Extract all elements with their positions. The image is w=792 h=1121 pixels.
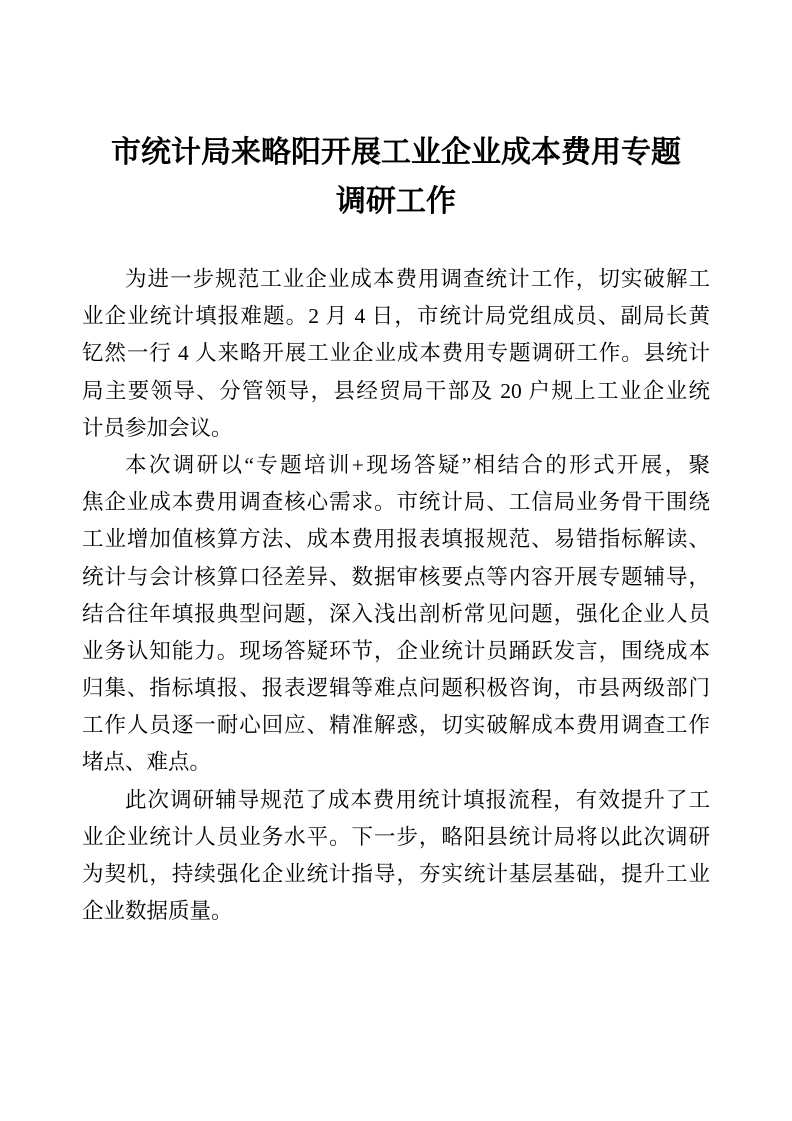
text-line: 统计与会计核算口径差异、数据审核要点等内容开展专题辅导， — [82, 564, 710, 589]
paragraph — [82, 782, 710, 931]
text-line: 业务认知能力。现场答疑环节，企业统计员踊跃发言，围绕成本 — [82, 638, 710, 663]
text-line: 焦企业成本费用调查核心需求。市统计局、工信局业务骨干围绕 — [82, 490, 710, 515]
paragraph — [82, 261, 710, 447]
text-line: 堵点、难点。 — [82, 750, 212, 775]
text-line: 工作人员逐一耐心回应、精准解惑，切实破解成本费用调查工作 — [82, 713, 710, 738]
text-line: 业企业统计填报难题。2 月 4 日，市统计局党组成员、副局长黄 — [82, 304, 710, 329]
paragraph — [82, 447, 710, 782]
text-line: 企业数据质量。 — [82, 899, 233, 924]
document-body — [82, 261, 710, 930]
text-line: 归集、指标填报、报表逻辑等难点问题积极咨询，市县两级部门 — [82, 676, 710, 701]
text-line: 计员参加会议。 — [82, 415, 233, 440]
text-line: 本次调研以“专题培训+现场答疑”相结合的形式开展，聚 — [125, 452, 710, 477]
text-line: 为契机，持续强化企业统计指导，夯实统计基层基础，提升工业 — [82, 862, 710, 886]
text-line: 为进一步规范工业企业成本费用调查统计工作，切实破解工 — [125, 267, 710, 291]
text-line: 局主要领导、分管领导，县经贸局干部及 20 户规上工业企业统 — [82, 378, 710, 403]
text-line: 此次调研辅导规范了成本费用统计填报流程，有效提升了工 — [125, 787, 710, 812]
text-line: 钇然一行 4 人来略开展工业企业成本费用专题调研工作。县统计 — [82, 341, 710, 366]
text-line: 工业增加值核算方法、成本费用报表填报规范、易错指标解读、 — [82, 527, 710, 552]
document-title: 市统计局来略阳开展工业企业成本费用专题调研工作 — [111, 136, 681, 218]
text-line: 业企业统计人员业务水平。下一步，略阳县统计局将以此次调研 — [82, 824, 710, 849]
text-line: 结合往年填报典型问题，深入浅出剖析常见问题，强化企业人员 — [82, 601, 710, 626]
